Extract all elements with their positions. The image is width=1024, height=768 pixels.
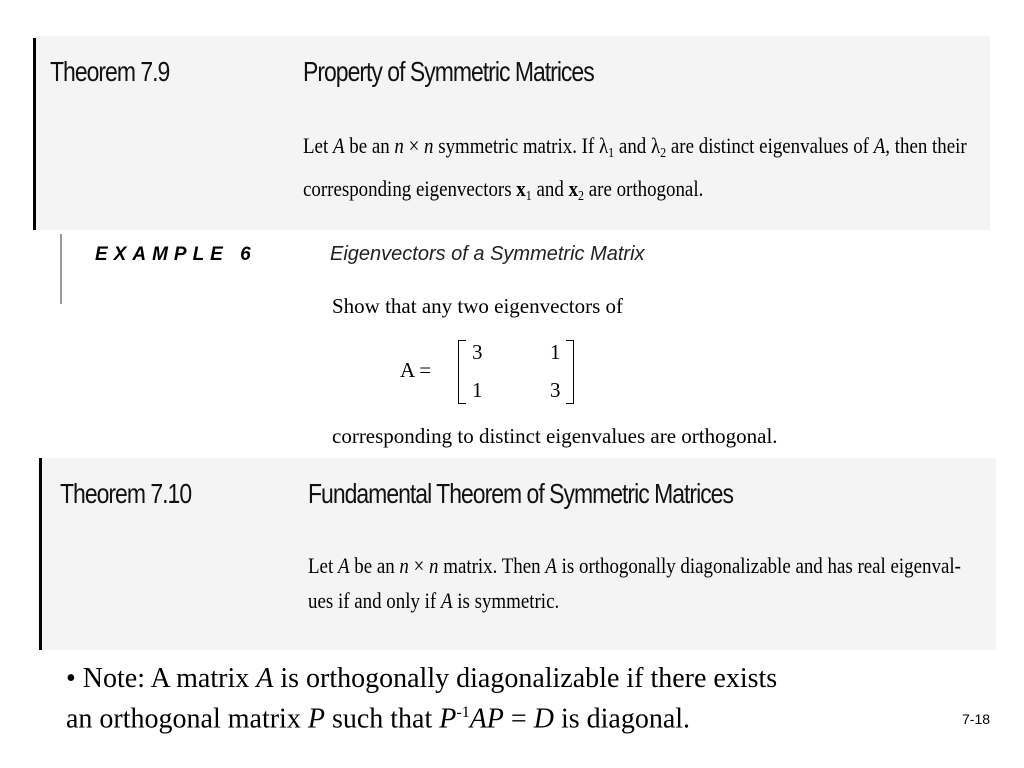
example-6-intro: Show that any two eigenvectors of [332,294,624,318]
theorem-7-9-line-2: corresponding eigenvectors $x_1$ and $x_2$ are orthogonal. [303,176,704,204]
example-6-title: Eigenvectors of a Symmetric Matrix [330,243,645,265]
theorem-7-10-label: Theorem 7.10 [60,478,192,509]
matrix-left-bracket [458,340,466,404]
matrix-lhs: A = [400,358,432,382]
example-6-bar [60,234,62,304]
matrix-cell-2-2: 3 [550,378,561,402]
example-6-label: EXAMPLE 6 [95,244,257,265]
matrix-A [400,340,590,406]
note-line-2: an orthogonal matrix P such that $P^{-1}AP = D$ is diagonal. [66,703,691,735]
theorem-7-10-statement [308,548,961,618]
theorem-7-9-title: Property of Symmetric Matrices [303,56,594,87]
theorem-7-9-label: Theorem 7.9 [50,56,170,87]
note-text [66,662,777,736]
matrix-right-bracket [566,340,574,404]
theorem-7-10-line-2: ues if and only if A is symmetric. [308,588,560,613]
theorem-7-9-line-1: Let A be an n × n symmetric matrix. If $\lambda_1$ and $\lambda_2$ are distinct eigenvalues of A, then their [303,133,967,161]
slide-number: 7-18 [962,711,991,727]
theorem-7-10-bar [39,458,42,650]
matrix-cell-1-1: 3 [472,340,483,364]
matrix-cell-1-2: 1 [550,340,561,364]
theorem-7-10-line-1: Let A be an n × n matrix. Then A is orthogonally diagonalizable and has real eigenval- [308,553,961,578]
matrix-cell-2-1: 1 [472,378,483,402]
theorem-7-9-statement [303,128,967,214]
example-6-outro: corresponding to distinct eigenvalues are orthogonal. [332,424,778,448]
theorem-7-9-bar [33,38,36,230]
note-line-1: • Note: A matrix A is orthogonally diagonalizable if there exists [66,663,778,694]
theorem-7-10-title: Fundamental Theorem of Symmetric Matrices [308,478,733,509]
